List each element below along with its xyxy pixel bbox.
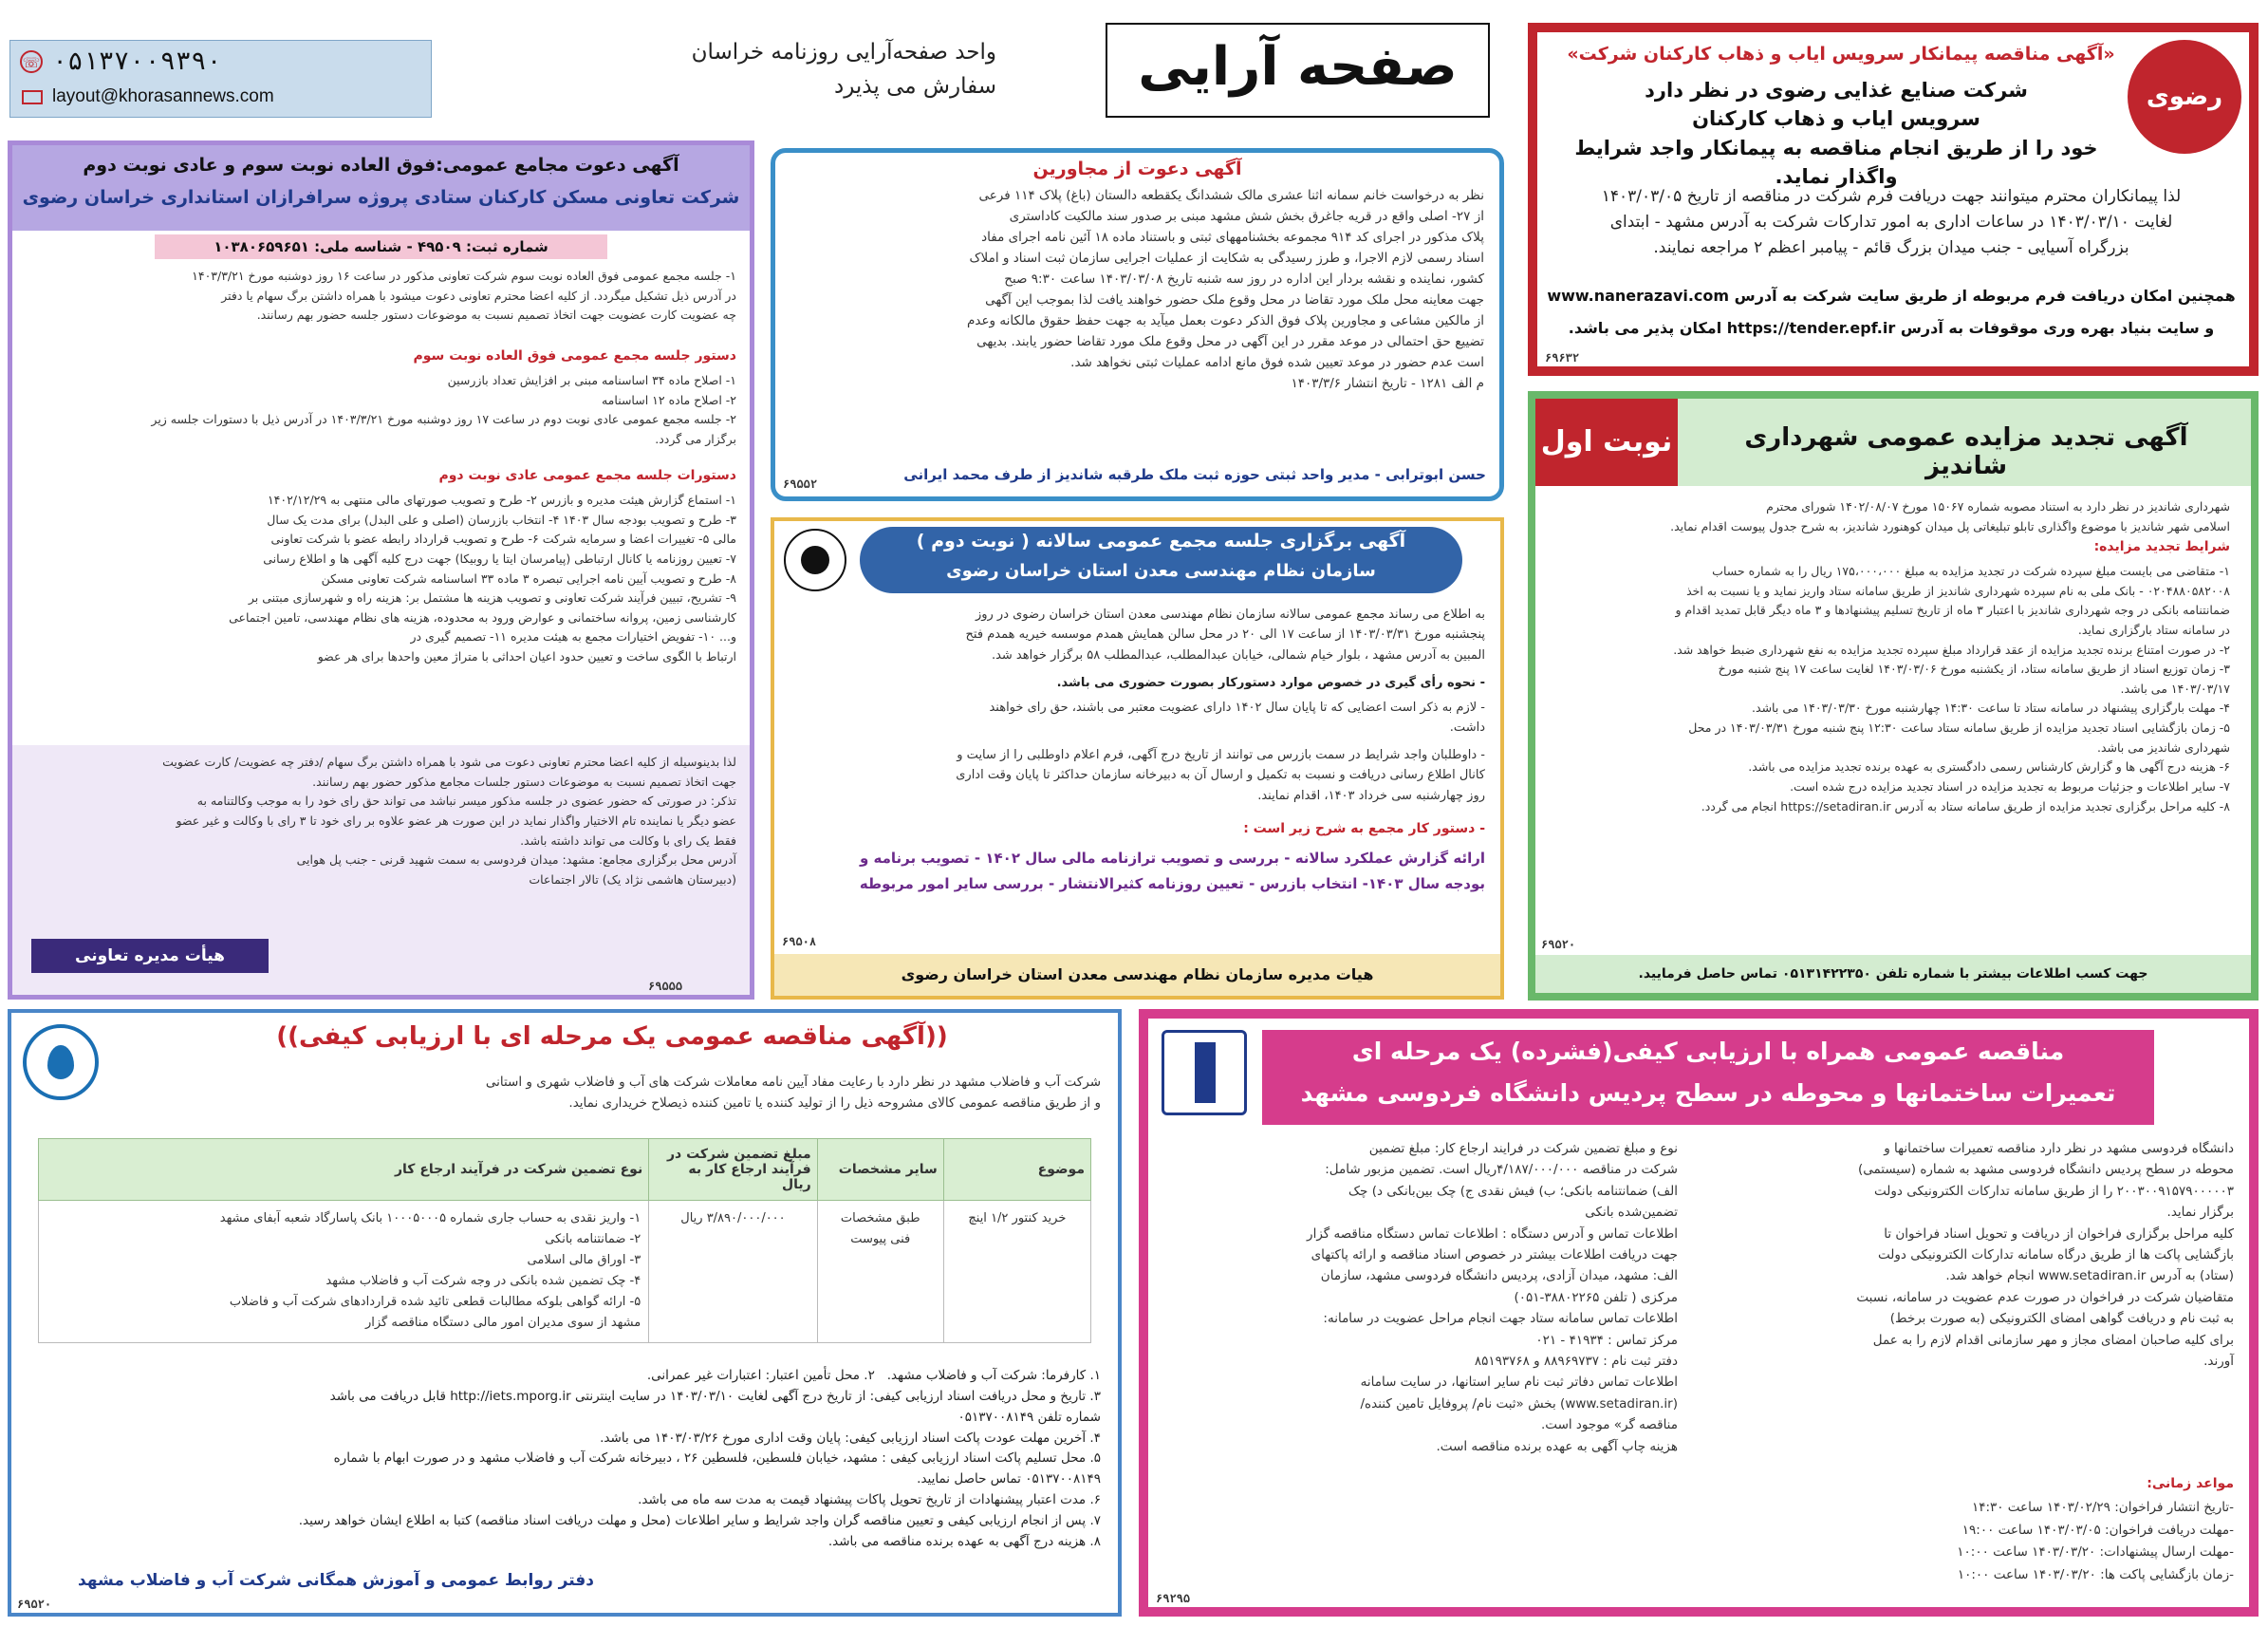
refah-logo: رضوی <box>2128 40 2241 154</box>
ad-water-tender <box>8 1009 1122 1617</box>
email-address: layout@khorasannews.com <box>52 86 274 106</box>
ad-cooperative <box>8 140 754 1000</box>
water-logo <box>23 1024 99 1100</box>
ferdowsi-logo <box>1162 1030 1247 1115</box>
ferdowsi-title2: تعمیرات ساختمانها و محوطه در سطح پردیس دانشگاه فردوسی مشهد <box>1300 1079 2116 1107</box>
ad-ferdowsi-tender <box>1139 1009 2259 1617</box>
mining-ref: ۶۹۵۰۸ <box>782 935 817 948</box>
ferdowsi-tower-icon <box>1195 1042 1216 1103</box>
water-td-amount: ۳/۸۹۰/۰۰۰/۰۰۰ ریال <box>649 1201 817 1343</box>
page-header <box>9 23 1490 123</box>
water-th-subject: موضوع <box>943 1139 1090 1201</box>
water-td-guarantee: ۱- واریز نقدی به حساب جاری شماره ۱۰۰۰۵۰۰۰۵ بانک پاسارگاد شعبه آبفای مشهد ۲- ضمانتنامه بانکی ۳- اوراق مالی اسلامی ۴- چک تضمین شده بانکی در وجه شرکت آب و فاضلاب مشهد ۵- ارائه گواهی بلوکه مطالبات قطعی تائید شده قراردادهای شرکت آب و فاضلاب مشهد از سوی مدیران امور مالی دستگاه مناقصه گزار <box>39 1201 649 1343</box>
shandiz-subtitle: شرایط تجدید مزایده: <box>2093 539 2230 554</box>
mining-logo-icon <box>801 546 829 574</box>
coop-title: آگهی دعوت مجامع عمومی:فوق العاده نوبت سوم و عادی نوبت دوم <box>83 155 679 176</box>
coop-ref: ۶۹۵۵۵ <box>648 980 683 993</box>
mining-bullet3: - داوطلبان واجد شرایط در سمت بازرس می توانند از تاریخ درج آگهی، فرم اعلام داوطلبی را از سایت و کانال اطلاع رسانی دریافت و نسبت به تکمیل و ارسال آن به دبیرخانه سازمان حداکثر تا پایان وقت اداری روز چهارشنبه سی خرداد ۱۴۰۳، اقدام نمایند. <box>956 748 1485 803</box>
neighbors-title: آگهی دعوت از مجاورین <box>1032 159 1242 179</box>
coop-p2: ۱- اصلاح ماده ۳۴ اساسنامه مبنی بر افزایش تعداد بازرسین ۲- اصلاح ماده ۱۲ اساسنامه ۲- جلسه مجمع عمومی عادی نوبت دوم در ساعت ۱۷ روز دوشنبه مورخ ۱۴۰۳/۳/۲۱ در آدرس ذیل با دستورات جلسه زیر برگزار می گردد. <box>151 373 736 446</box>
ferdowsi-right-col: دانشگاه فردوسی مشهد در نظر دارد مناقصه تعمیرات ساختمانها و محوطه در سطح پردیس دانشگاه فردوسی مشهد به شماره (سیستمی) ۲۰۰۳۰۰۹۱۵۷۹۰۰۰۰۰۳ را از طریق سامانه تدارکات الکترونیکی دولت برگزار نماید. کلیه مراحل برگزاری فراخوان از دریافت و تحویل اسناد فراخوان تا بازگشایی پاکت ها از طریق درگاه سامانه تدارکات الکترونیکی دولت (ستاد) به آدرس www.setadiran.ir انجام خواهد شد. متقاضیان شرکت در فراخوان در صورت عدم عضویت در سامانه، نسبت به ثبت نام و دریافت گواهی امضای الکترونیکی (به صورت برخط) برای کلیه صاحبان امضای مجاز و مهر سازمانی اقدام لازم را به عمل آورند. <box>1856 1141 2234 1370</box>
neighbors-signature: حسن ابوترابی - مدیر واحد ثبتی حوزه ثبت ملک طرقبه شاندیز از طرف محمد ایرانی <box>903 466 1486 483</box>
phone-icon: ☏ <box>20 50 43 73</box>
header-line2: سفارش می پذیرد <box>833 74 996 99</box>
water-td-subject: خرید کنتور ۱/۲ اینچ <box>943 1201 1090 1343</box>
water-table-wrap <box>38 1138 1091 1343</box>
ferdowsi-dates: -تاریخ انتشار فراخوان: ۱۴۰۳/۰۲/۲۹ ساعت ۱۴:۳۰ -مهلت دریافت فراخوان: ۱۴۰۳/۰۳/۰۵ ساعت ۱۹:۰۰ -مهلت ارسال پیشنهادات: ۱۴۰۳/۰۳/۲۰ ساعت ۱۰:۰۰ -زمان بازگشایی پاکت ها: ۱۴۰۳/۰۳/۲۰ ساعت ۱۰:۰۰ <box>1957 1500 2234 1582</box>
ad-mining-assembly <box>771 517 1504 1000</box>
water-signature: دفتر روابط عمومی و آموزش همگانی شرکت آب و فاضلاب مشهد <box>78 1571 595 1590</box>
mining-logo <box>784 529 846 591</box>
coop-sub2: دستورات جلسه مجمع عمومی عادی نوبت دوم <box>438 468 736 483</box>
mining-signature: هیات مدیره سازمان نظام مهندسی معدن استان خراسان رضوی <box>774 954 1500 996</box>
mining-agenda-title: - دستور کار مجمع به شرح زیر است : <box>1243 821 1485 836</box>
mining-subtitle: سازمان نظام مهندسی معدن استان خراسان رضوی <box>946 561 1376 581</box>
water-th-guarantee: نوع تضمین شرکت در فرآیند ارجاع کار <box>39 1139 649 1201</box>
coop-subtitle: شرکت تعاونی مسکن کارکنان ستادی پروژه سرافرازان استانداری خراسان رضوی <box>22 187 740 208</box>
mining-body: به اطلاع می رساند مجمع عمومی سالانه سازمان نظام مهندسی معدن استان خراسان رضوی در روز پنجشنبه مورخ ۱۴۰۳/۰۳/۳۱ از ساعت ۱۷ الی ۲۰ در محل سالن همایش همدم موسسه خیریه همدم فتح المبین به آدرس مشهد ، بلوار خیام شمالی، خیابان عبدالمطلب، عبدالمطلب ۵۸ برگزار خواهد شد. <box>965 608 1485 663</box>
refah-heading: شرکت صنایع غذایی رضوی در نظر دارد سرویس ایاب و ذهاب کارکنان خود را از طریق انجام مناقصه به پیمانکار واجد شرایط واگذار نماید. <box>1574 79 2098 189</box>
ferdowsi-ref: ۶۹۲۹۵ <box>1156 1592 1191 1605</box>
refah-footer1: همچنین امکان دریافت فرم مربوطه از طریق سایت شرکت به آدرس www.nanerazavi.com <box>1547 287 2236 305</box>
shandiz-body: ۱- متقاضی می بایست مبلغ سپرده شرکت در تجدید مزایده به مبلغ ۱۷۵،۰۰۰،۰۰۰ ریال را به شماره حساب ۰۲۰۴۸۸۰۵۸۲۰۰۸ - بانک ملی به نام سپرده شهرداری شاندیز از طریق سامانه ستاد واریز نماید و یا نسبت به اخذ ضمانتنامه بانکی در وجه شهرداری شاندیز با اعتبار ۳ ماه از تاریخ تسلیم پیشنهادها و ۳ ماه دیگر قابل تمدید اقدام و در سامانه ستاد بارگزاری نماید. ۲- در صورت امتناع برنده تجدید مزایده از عقد قرارداد مبلغ سپرده تجدید مزایده به نفع شهرداری ضبط خواهد شد. ۳- زمان توزیع اسناد از طریق سامانه ستاد، از یکشنبه مورخ ۱۴۰۳/۰۳/۰۶ لغایت ساعت ۱۷ پنج شنبه مورخ ۱۴۰۳/۰۳/۱۷ می باشد. ۴- مهلت بارگزاری پیشنهاد در سامانه ستاد تا ساعت ۱۴:۳۰ چهارشنبه مورخ ۱۴۰۳/۰۳/۳۰ می باشد. ۵- زمان بازگشایی اسناد تجدید مزایده از طریق سامانه ستاد ساعت ۱۲:۳۰ پنج شنبه مورخ ۱۴۰۳/۰۳/۳۱ در محل شهرداری شاندیز می باشد. ۶- هزینه درج آگهی ها و گزارش کارشناس رسمی دادگستری به عهده برنده تجدید مزایده می باشد. ۷- سایر اطلاعات و جزئیات مربوط به تجدید مزایده در اسناد تجدید مزایده درج شده است. ۸- کلیه مراحل برگزاری تجدید مزایده از طریق سامانه ستاد به آدرس https://setadiran.ir انجام می گردد. <box>1673 564 2230 814</box>
water-intro: شرکت آب و فاضلاب مشهد در نظر دارد با رعایت مفاد آیین نامه معاملات شرکت های آب و فاضلاب شهری و استانی و از طریق مناقصه عمومی کالای مشروحه ذیل را از تولید کننده یا تامین کننده ذیصلاح خریداری نماید. <box>485 1075 1101 1112</box>
refah-title: «آگهی مناقصه پیمانکار سرویس ایاب و ذهاب کارکنان شرکت» <box>1567 44 2115 65</box>
water-drop-icon <box>47 1045 74 1079</box>
mining-agenda: ارائه گزارش عملکرد سالانه - بررسی و تصویب ترازنامه مالی سال ۱۴۰۲ - تصویب برنامه و بودجه سال ۱۴۰۳- انتخاب بازرس - تعیین روزنامه کثیرالانتشار - بررسی سایر امور مربوطه <box>859 850 1485 892</box>
water-items: ۱. کارفرما: شرکت آب و فاضلاب مشهد. ۲. محل تأمین اعتبار: اعتبارات غیر عمرانی. ۳. تاریخ و محل دریافت اسناد ارزیابی کیفی: از تاریخ درج آگهی لغایت ۱۴۰۳/۰۳/۱۰ در سایت اینترنتی http://iets.mporg.ir قابل دریافت می باشد شماره تلفن ۰۵۱۳۷۰۰۸۱۴۹ ۴. آخرین مهلت عودت پاکت اسناد ارزیابی کیفی: پایان وقت اداری مورخ ۱۴۰۳/۰۳/۲۶ می باشد. ۵. محل تسلیم پاکت اسناد ارزیابی کیفی : مشهد، خیابان فلسطین، فلسطین ۲۶ ، دبیرخانه شرکت آب و فاضلاب مشهد و در صورت ابهام با شماره ۰۵۱۳۷۰۰۸۱۴۹ تماس حاصل نمایید. ۶. مدت اعتبار پیشنهادات از تاریخ تحویل پاکات پیشنهاد قیمت به مدت سه ماه می باشد. ۷. پس از انجام ارزیابی کیفی و تعیین مناقصه گران واجد شرایط و سایر اطلاعات (محل و مهلت دریافت اسناد مناقصه) کتبا به اطلاع ایشان خواهد رسید. ۸. هزینه درج آگهی به عهده برنده مناقصه می باشد. <box>298 1368 1101 1549</box>
ferdowsi-left-col: نوع و مبلغ تضمین شرکت در فرایند ارجاع کار: مبلغ تضمین شرکت در مناقصه ۴/۱۸۷/۰۰۰/۰۰۰ریال است. تضمین مزبور شامل: الف) ضمانتنامه بانکی؛ ب) فیش نقدی ج) چک بین‌بانکی د) چک تضمین‌شده بانکی اطلاعات تماس و آدرس دستگاه : اطلاعات تماس دستگاه مناقصه گزار جهت دریافت اطلاعات بیشتر در خصوص اسناد مناقصه و ارائه پاکتهای الف: مشهد، میدان آزادی، پردیس دانشگاه فردوسی مشهد، سازمان مرکزی ( تلفن ۳۸۸۰۲۲۶۵-۰۵۱) اطلاعات تماس سامانه ستاد جهت انجام مراحل عضویت در سامانه: مرکز تماس : ۴۱۹۳۴ - ۰۲۱ دفتر ثبت نام : ۸۸۹۶۹۷۳۷ و ۸۵۱۹۳۷۶۸ اطلاعات تماس دفاتر ثبت نام سایر استانها، در سایت سامانه (www.setadiran.ir) بخش «ثبت نام/ پروفایل تامین کننده/ مناقصه گر» موجود است. هزینه چاپ آگهی به عهده برنده مناقصه است. <box>1307 1141 1678 1454</box>
neighbors-body: نظر به درخواست خانم سمانه اثنا عشری مالک ششدانگ یکقطعه دالستان (باغ) پلاک ۱۱۴ فرعی از ۲۷- اصلی واقع در قریه جاغرق بخش شش مشهد مبنی بر صدور سند مالکیت کاداستری پلاک مذکور در اجرای کد ۹۱۴ مجموعه بخشنامههای ثبتی و باستناد ماده ۱۸ آئین نامه اجرای مفاد اسناد رسمی لازم الاجرا، و طرز رسیدگی به شکایت از عملیات اجرایی سازمان ثبت اسناد و املاک کشور، نماینده و نقشه بردار این اداره در روز سه شنبه تاریخ ۱۴۰۳/۰۳/۰۸ ساعت ۹:۳۰ صبح جهت معاینه محل ملک مورد تقاضا در محل وقوع ملک حضور خواهند یافت لذا بموجب این آگهی از مالکین مشاعی و مجاورین پلاک فوق الذکر دعوت بعمل میآید به جهت حفظ حقوق مالکانه وعدم تضییع حق احتمالی در موعد مقرر در این آگهی در محل وقوع ملک مورد تقاضا حضور یابند. بدیهی است عدم حضور در موعد تعیین شده فوق مانع ادامه عملیات ثبتی نخواهد شد. م الف ۱۲۸۱ - تاریخ انتشار ۱۴۰۳/۳/۶ <box>967 188 1484 391</box>
phone-number: ۰۵۱۳۷۰۰۹۳۹۰ <box>52 47 222 76</box>
mining-bullet1: - نحوه رأی گیری در خصوص موارد دستورکار بصورت حضوری می باشد. <box>1056 676 1485 690</box>
coop-p1: ۱- جلسه مجمع عمومی فوق العاده نوبت سوم شرکت تعاونی مذکور در ساعت ۱۶ روز دوشنبه مورخ ۱۴۰۳/۳/۲۱ در آدرس ذیل تشکیل میگردد. از کلیه اعضا محترم تعاونی دعوت میشود با همراه داشتن برگ سهام یا دفتر چه عضویت کارت عضویت جهت اتخاذ تصمیم نسبت به موضوعات دستور جلسه حضور بهم رسانند. <box>192 269 736 323</box>
mail-icon <box>22 90 43 104</box>
refah-ref: ۶۹۶۳۲ <box>1545 351 1580 365</box>
shandiz-badge: نوبت اول <box>1535 399 1678 486</box>
refah-footer2: و سایت بنیاد بهره وری موقوفات به آدرس https://tender.epf.ir امکان پذیر می باشد. <box>1568 319 2215 337</box>
table-row <box>39 1201 1091 1343</box>
header-title-box <box>1106 23 1490 118</box>
mining-bullet2: - لازم به ذکر است اعضایی که تا پایان سال ۱۴۰۲ دارای عضویت معتبر می باشند، حق رای خواهند داشت. <box>989 701 1485 736</box>
water-title: ((آگهی مناقصه عمومی یک مرحله ای با ارزیابی کیفی)) <box>276 1022 948 1051</box>
shandiz-intro: شهرداری شاندیز در نظر دارد به استناد مصوبه شماره ۱۵۰۶۷ مورخ ۱۴۰۲/۰۸/۰۷ شورای محترم اسلامی شهر شاندیز با موضوع واگذاری تابلو تبلیغاتی پل میدان کوهنورد شاندیز، به شرح جدول پیوست اقدام نماید. <box>1670 499 2230 533</box>
ad-shandiz-auction <box>1528 391 2259 1001</box>
refah-body: لذا پیمانکاران محترم میتوانند جهت دریافت فرم شرکت در مناقصه از تاریخ ۱۴۰۳/۰۳/۰۵ لغایت ۱۴۰۳/۰۳/۱۰ در ساعات اداری به امور تدارکات شرکت به آدرس مشهد - ابتدای بزرگراه آسیایی - جنب میدان بزرگ قائم - پیامبر اعظم ۲ مراجعه نمایند. <box>1601 187 2182 258</box>
ferdowsi-title1: مناقصه عمومی همراه با ارزیابی کیفی(فشرده) یک مرحله ای <box>1351 1038 2065 1065</box>
water-th-specs: سایر مشخصات <box>817 1139 943 1201</box>
shandiz-title: آگهی تجدید مزایده عمومی شهرداری شاندیز <box>1744 423 2188 480</box>
water-th-amount: مبلغ تضمین شرکت در فرآیند ارجاع کار به ریال <box>649 1139 817 1201</box>
water-ref: ۶۹۵۲۰ <box>17 1598 52 1611</box>
water-td-specs: طبق مشخصات فنی پیوست <box>817 1201 943 1343</box>
coop-signature: هیأت مدیره تعاونی <box>31 939 269 973</box>
shandiz-ref: ۶۹۵۲۰ <box>1541 938 1576 951</box>
contact-box <box>9 40 432 118</box>
ferdowsi-dates-title: مواعد زمانی: <box>2147 1476 2234 1491</box>
coop-sub1: دستور جلسه مجمع عمومی فوق العاده نوبت سوم <box>413 348 736 364</box>
coop-regline: شماره ثبت: ۴۹۵۰۹ - شناسه ملی: ۱۰۳۸۰۶۵۹۶۵۱ <box>155 234 607 259</box>
shandiz-footer: جهت کسب اطلاعات بیشتر با شماره تلفن ۰۵۱۳۱۴۲۲۳۵۰ تماس حاصل فرمایید. <box>1535 955 2251 993</box>
ad-neighbors <box>771 148 1504 501</box>
coop-p4: لذا بدینوسیله از کلیه اعضا محترم تعاونی دعوت می شود با همراه داشتن برگ سهام /دفتر چه عضویت/ کارت عضویت جهت اتخاذ تصمیم نسبت به موضوعات دستور جلسات مجامع مذکور حضور بهم رسانند. تذکر: در صورتی که حضور عضوی در جلسه مذکور میسر نباشد می تواند حق رای خود را به موجب وکالتنامه به عضو دیگر یا نماینده تام الاختیار واگذار نماید در این صورت هر عضو علاوه بر رای خود تا ۳ رای با وکالت و غیر عضو فقط یک رای با وکالت می تواند داشته باشد. آدرس محل برگزاری مجامع: مشهد: میدان فردوسی به سمت شهید قرنی - جنب پل هوایی (دبیرستان هاشمی نژاد یک) تالار اجتماعات <box>162 755 736 887</box>
header-line1: واحد صفحه‌آرایی روزنامه خراسان <box>691 40 996 65</box>
water-table <box>38 1138 1091 1343</box>
header-title: صفحه آرایی <box>1138 36 1458 98</box>
ad-refah-tender <box>1528 23 2259 376</box>
coop-p3: ۱- استماع گزارش هیئت مدیره و بازرس ۲- طرح و تصویب صورتهای مالی منتهی به ۱۴۰۲/۱۲/۲۹ ۳- طرح و تصویب بودجه سال ۱۴۰۳ ۴- انتخاب بازرسان (اصلی و علی البدل) برای مدت یک سال مالی ۵- تغییرات اعضا و سرمایه شرکت ۶- طرح و تصویب قرارداد رابطه عضو با شرکت تعاونی ۷- تعیین روزنامه یا کانال ارتباطی (پیامرسان ایتا یا روبیکا) جهت درج کلیه آگهی ها و اطلاع رسانی ۸- طرح و تصویب آیین نامه اجرایی تبصره ۳ ماده ۳۳ اساسنامه شرکت تعاونی مسکن ۹- تشریح، تبیین فرآیند شرکت تعاونی و تصویب هزینه ها مشتمل بر: هزینه راه و شهرسازی مبتنی بر کارشناسی زمین، پروانه ساختمانی و عوارض ورود به محدوده، هزینه های نظام مهندسی، تامین اجتماعی و... ۱۰- تفویض اختیارات مجمع به هیئت مدیره ۱۱- تصمیم گیری در ارتباط با الگوی ساخت و تعیین حدود اعیان احداثی با متراژ معین واحدها برای هر عضو <box>229 493 736 664</box>
mining-title: آگهی برگزاری جلسه مجمع عمومی سالانه ( نوبت دوم ) <box>916 531 1406 552</box>
neighbors-ref: ۶۹۵۵۲ <box>783 477 818 491</box>
